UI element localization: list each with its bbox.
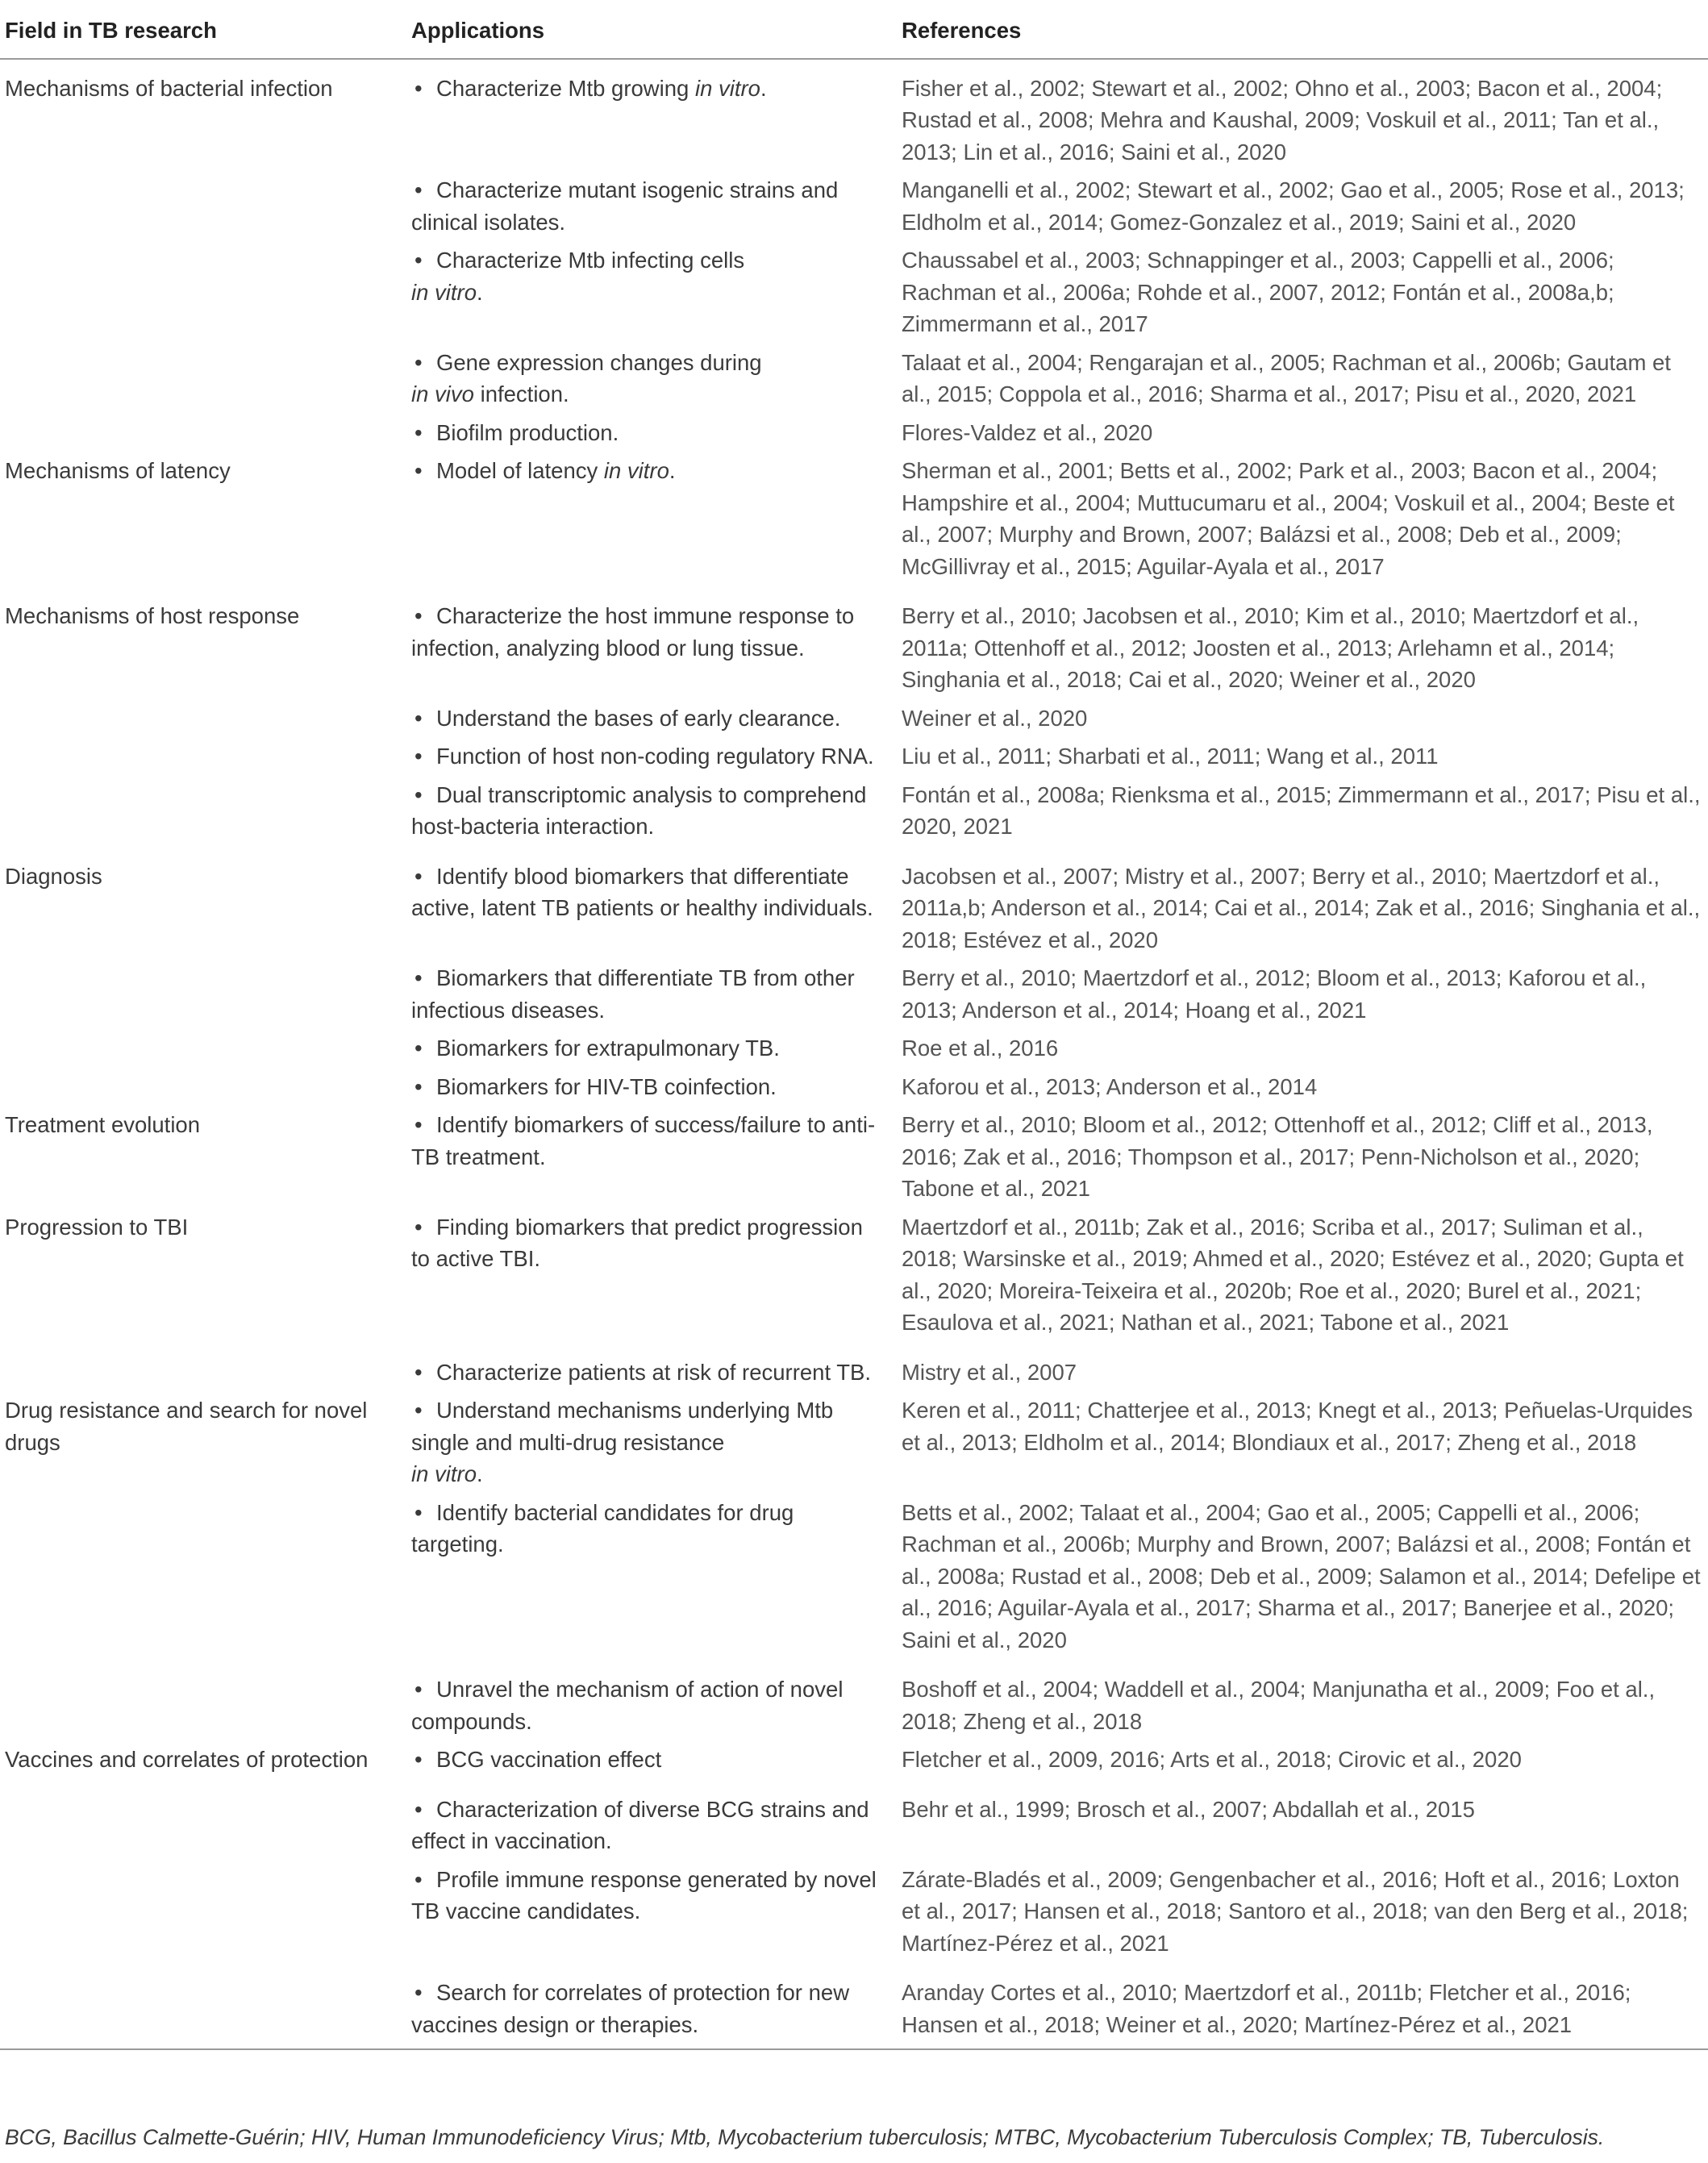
header-references: References bbox=[897, 13, 1708, 59]
references-cell: Weiner et al., 2020 bbox=[902, 705, 1088, 731]
field-cell bbox=[0, 411, 406, 449]
field-cell bbox=[0, 1065, 406, 1103]
application-cell bbox=[406, 1339, 897, 1389]
field-cell: Vaccines and correlates of protection bbox=[5, 1747, 369, 1772]
application-cell bbox=[406, 696, 897, 735]
field-cell bbox=[0, 1656, 406, 1737]
references-cell: Mistry et al., 2007 bbox=[902, 1359, 1077, 1385]
bullet-icon: • bbox=[415, 1747, 423, 1772]
references-cell: Behr et al., 1999; Brosch et al., 2007; Abdallah et al., 2015 bbox=[902, 1796, 1475, 1822]
bullet-icon: • bbox=[415, 458, 423, 483]
references-cell: Roe et al., 2016 bbox=[902, 1036, 1059, 1061]
application-cell bbox=[406, 1656, 897, 1737]
application-text: Search for correlates of protection for new vaccines design or therapies. bbox=[411, 1980, 850, 2037]
table-row bbox=[0, 734, 1708, 773]
application-cell bbox=[406, 168, 897, 238]
references-cell: Fisher et al., 2002; Stewart et al., 2002; Ohno et al., 2003; Bacon et al., 2004; Rustad et al., 2008; Mehra and Kaushal, 2009; Voskuil et al., 2011; Tan et al., 2013; Lin et al., 2016; Saini et al., 2020 bbox=[902, 75, 1663, 165]
bullet-icon: • bbox=[415, 1866, 423, 1892]
references-cell: Berry et al., 2010; Jacobsen et al., 2010; Kim et al., 2010; Maertzdorf et al., 2011a; Ottenhoff et al., 2012; Joosten et al., 2013; Arlehamn et al., 2014; Singhania et al., 2018; Cai et al., 2020; Weiner et al., 2020 bbox=[902, 603, 1639, 692]
references-cell: Chaussabel et al., 2003; Schnappinger et al., 2003; Cappelli et al., 2006; Rachman et al., 2006a; Rohde et al., 2007, 2012; Fontán et al., 2008a,b; Zimmermann et al., 2017 bbox=[902, 248, 1614, 336]
application-cell bbox=[406, 1026, 897, 1065]
field-cell bbox=[0, 1959, 406, 2049]
application-cell bbox=[406, 1776, 897, 1857]
application-text: Biomarkers that differentiate TB from other infectious diseases. bbox=[411, 965, 855, 1023]
bullet-icon: • bbox=[415, 1073, 423, 1099]
references-cell: Talaat et al., 2004; Rengarajan et al., 2005; Rachman et al., 2006b; Gautam et al., 2015; Coppola et al., 2016; Sharma et al., 2017; Pisu et al., 2020, 2021 bbox=[902, 349, 1671, 406]
application-text: Identify bacterial candidates for drug targeting. bbox=[411, 1499, 794, 1557]
table-row bbox=[0, 1026, 1708, 1065]
bullet-icon: • bbox=[415, 1398, 423, 1423]
table-row bbox=[0, 448, 1708, 582]
bullet-icon: • bbox=[415, 1112, 423, 1137]
table-row bbox=[0, 59, 1708, 169]
application-cell bbox=[406, 1490, 897, 1657]
application-cell bbox=[406, 59, 897, 169]
application-cell bbox=[406, 448, 897, 582]
application-cell bbox=[406, 1102, 897, 1205]
bullet-icon: • bbox=[415, 75, 423, 101]
bullet-icon: • bbox=[415, 744, 423, 769]
table-row bbox=[0, 843, 1708, 956]
application-text: Characterize the host immune response to infection, analyzing blood or lung tissue. bbox=[411, 603, 855, 661]
references-cell: Sherman et al., 2001; Betts et al., 2002; Park et al., 2003; Bacon et al., 2004; Hampshire et al., 2004; Muttucumaru et al., 2004; Voskuil et al., 2004; Beste et al., 2007; Murphy and Brown, 2007; Balázsi et al., 2008; Deb et al., 2009; McGillivray et al., 2015; Aguilar-Ayala et al., 2017 bbox=[902, 458, 1675, 579]
field-cell bbox=[0, 1026, 406, 1065]
application-cell bbox=[406, 1388, 897, 1490]
table-row bbox=[0, 411, 1708, 449]
bullet-icon: • bbox=[415, 863, 423, 889]
table-row bbox=[0, 773, 1708, 843]
references-cell: Zárate-Bladés et al., 2009; Gengenbacher et al., 2016; Hoft et al., 2016; Loxton et al., 2017; Hansen et al., 2018; Santoro et al., 2018; van den Berg et al., 2018; Martínez-Pérez et al., 2021 bbox=[902, 1866, 1689, 1956]
references-cell: Berry et al., 2010; Bloom et al., 2012; Ottenhoff et al., 2012; Cliff et al., 2013, 2016; Zak et al., 2016; Thompson et al., 2017; Penn-Nicholson et al., 2020; Tabone et al., 2021 bbox=[902, 1112, 1653, 1201]
field-cell bbox=[0, 1339, 406, 1389]
field-cell: Diagnosis bbox=[5, 863, 102, 889]
application-cell bbox=[406, 582, 897, 696]
header-applications: Applications bbox=[406, 13, 897, 59]
table-body bbox=[0, 59, 1708, 2050]
table-row bbox=[0, 340, 1708, 411]
application-text: Understand the bases of early clearance. bbox=[436, 705, 841, 731]
application-text: Biomarkers for extrapulmonary TB. bbox=[436, 1036, 780, 1061]
bullet-icon: • bbox=[415, 1980, 423, 2005]
field-cell: Mechanisms of latency bbox=[5, 458, 231, 483]
references-cell: Keren et al., 2011; Chatterjee et al., 2013; Knegt et al., 2013; Peñuelas-Urquides et al., 2013; Eldholm et al., 2014; Blondiaux et al., 2017; Zheng et al., 2018 bbox=[902, 1398, 1693, 1455]
references-cell: Kaforou et al., 2013; Anderson et al., 2014 bbox=[902, 1073, 1318, 1099]
references-cell: Fletcher et al., 2009, 2016; Arts et al., 2018; Cirovic et al., 2020 bbox=[902, 1747, 1522, 1772]
application-text: Characterize mutant isogenic strains and clinical isolates. bbox=[411, 177, 839, 235]
field-cell bbox=[0, 1490, 406, 1657]
application-text: Characterization of diverse BCG strains and effect in vaccination. bbox=[411, 1796, 869, 1853]
header-field: Field in TB research bbox=[0, 13, 406, 59]
application-cell bbox=[406, 1205, 897, 1339]
bullet-icon: • bbox=[415, 603, 423, 628]
bullet-icon: • bbox=[415, 1036, 423, 1061]
references-cell: Jacobsen et al., 2007; Mistry et al., 2007; Berry et al., 2010; Maertzdorf et al., 2011a,b; Anderson et al., 2014; Cai et al., 2014; Zak et al., 2016; Singhania et al., 2018; Estévez et al., 2020 bbox=[902, 863, 1701, 952]
table-row bbox=[0, 1857, 1708, 1960]
field-cell bbox=[0, 696, 406, 735]
table-row bbox=[0, 238, 1708, 340]
application-cell bbox=[406, 1065, 897, 1103]
table-row bbox=[0, 582, 1708, 696]
field-cell bbox=[0, 1776, 406, 1857]
references-cell: Manganelli et al., 2002; Stewart et al., 2002; Gao et al., 2005; Rose et al., 2013; Eldholm et al., 2014; Gomez-Gonzalez et al., 2019; Saini et al., 2020 bbox=[902, 177, 1685, 235]
application-cell bbox=[406, 843, 897, 956]
table-row bbox=[0, 1388, 1708, 1490]
table-footnote: BCG, Bacillus Calmette-Guérin; HIV, Human Immunodeficiency Virus; Mtb, Mycobacterium tuberculosis; MTBC, Mycobacterium Tuberculosis Complex; TB, Tuberculosis. bbox=[5, 2125, 1605, 2149]
field-cell bbox=[0, 340, 406, 411]
application-cell bbox=[406, 238, 897, 340]
field-cell bbox=[0, 1857, 406, 1960]
application-text: BCG vaccination effect bbox=[436, 1747, 662, 1772]
table-row bbox=[0, 1776, 1708, 1857]
application-text: Characterize Mtb infecting cells in vitro. bbox=[411, 248, 745, 305]
application-text: Biofilm production. bbox=[436, 419, 619, 445]
table-row bbox=[0, 1490, 1708, 1657]
references-cell: Aranday Cortes et al., 2010; Maertzdorf et al., 2011b; Fletcher et al., 2016; Hansen et al., 2018; Weiner et al., 2020; Martínez-Pérez et al., 2021 bbox=[897, 1959, 1708, 2049]
field-cell: Mechanisms of bacterial infection bbox=[5, 75, 333, 101]
table-row bbox=[0, 1339, 1708, 1389]
application-cell bbox=[406, 340, 897, 411]
application-text: Finding biomarkers that predict progression to active TBI. bbox=[411, 1214, 863, 1271]
field-cell: Mechanisms of host response bbox=[5, 603, 300, 628]
bullet-icon: • bbox=[415, 349, 423, 375]
references-cell: Berry et al., 2010; Maertzdorf et al., 2012; Bloom et al., 2013; Kaforou et al., 2013; Anderson et al., 2014; Hoang et al., 2021 bbox=[902, 965, 1647, 1023]
references-cell: Liu et al., 2011; Sharbati et al., 2011; Wang et al., 2011 bbox=[902, 744, 1439, 769]
table-row bbox=[0, 1959, 1708, 2049]
tb-research-table bbox=[0, 13, 1708, 2050]
table-row bbox=[0, 1737, 1708, 1776]
application-text: Profile immune response generated by novel TB vaccine candidates. bbox=[411, 1866, 877, 1923]
field-cell bbox=[0, 168, 406, 238]
table-row bbox=[0, 956, 1708, 1026]
bullet-icon: • bbox=[415, 705, 423, 731]
application-cell bbox=[406, 411, 897, 449]
table-row bbox=[0, 1205, 1708, 1339]
references-cell: Boshoff et al., 2004; Waddell et al., 2004; Manjunatha et al., 2009; Foo et al., 2018; Zheng et al., 2018 bbox=[902, 1677, 1656, 1734]
application-cell bbox=[406, 1959, 897, 2049]
application-text: Identify biomarkers of success/failure to anti-TB treatment. bbox=[411, 1112, 876, 1169]
application-text: Dual transcriptomic analysis to comprehend host-bacteria interaction. bbox=[411, 781, 867, 839]
bullet-icon: • bbox=[415, 419, 423, 445]
application-text: Identify blood biomarkers that differentiate active, latent TB patients or healthy individuals. bbox=[411, 863, 873, 920]
table-row bbox=[0, 168, 1708, 238]
references-cell: Fontán et al., 2008a; Rienksma et al., 2015; Zimmermann et al., 2017; Pisu et al., 2020, 2021 bbox=[902, 781, 1701, 839]
bullet-icon: • bbox=[415, 177, 423, 202]
field-cell bbox=[0, 734, 406, 773]
application-text: Gene expression changes during in vivo infection. bbox=[411, 349, 762, 406]
application-text: Understand mechanisms underlying Mtb single and multi-drug resistance in vitro. bbox=[411, 1398, 834, 1486]
field-cell bbox=[0, 773, 406, 843]
table-row bbox=[0, 1656, 1708, 1737]
application-text: Unravel the mechanism of action of novel compounds. bbox=[411, 1677, 844, 1734]
application-cell bbox=[406, 773, 897, 843]
field-cell bbox=[0, 238, 406, 340]
table-row bbox=[0, 1102, 1708, 1205]
application-text: Model of latency in vitro. bbox=[436, 458, 676, 483]
bullet-icon: • bbox=[415, 1499, 423, 1525]
table-row bbox=[0, 1065, 1708, 1103]
application-text: Biomarkers for HIV-TB coinfection. bbox=[436, 1073, 777, 1099]
field-cell: Treatment evolution bbox=[5, 1112, 201, 1137]
application-text: Characterize Mtb growing in vitro. bbox=[436, 75, 767, 101]
application-cell bbox=[406, 1857, 897, 1960]
application-cell bbox=[406, 734, 897, 773]
bullet-icon: • bbox=[415, 1796, 423, 1822]
bullet-icon: • bbox=[415, 965, 423, 990]
references-cell: Betts et al., 2002; Talaat et al., 2004; Gao et al., 2005; Cappelli et al., 2006; Rachman et al., 2006b; Murphy and Brown, 2007; Balázsi et al., 2008; Fontán et al., 2008a; Rustad et al., 2008; Deb et al., 2009; Salamon et al., 2014; Defelipe et al., 2016; Aguilar-Ayala et al., 2017; Sharma et al., 2017; Banerjee et al., 2020; Saini et al., 2020 bbox=[902, 1499, 1701, 1652]
bullet-icon: • bbox=[415, 1359, 423, 1385]
field-cell bbox=[0, 956, 406, 1026]
field-cell: Drug resistance and search for novel drugs bbox=[5, 1398, 368, 1455]
application-text: Characterize patients at risk of recurrent TB. bbox=[436, 1359, 872, 1385]
field-cell: Progression to TBI bbox=[5, 1214, 189, 1240]
table-header-row bbox=[0, 13, 1708, 59]
application-cell bbox=[406, 1737, 897, 1776]
references-cell: Maertzdorf et al., 2011b; Zak et al., 2016; Scriba et al., 2017; Suliman et al., 2018; Warsinske et al., 2019; Ahmed et al., 2020; Estévez et al., 2020; Gupta et al., 2020; Moreira-Teixeira et al., 2020b; Roe et al., 2020; Burel et al., 2021; Esaulova et al., 2021; Nathan et al., 2021; Tabone et al., 2021 bbox=[902, 1214, 1684, 1335]
bullet-icon: • bbox=[415, 1677, 423, 1702]
bullet-icon: • bbox=[415, 781, 423, 807]
table-row bbox=[0, 696, 1708, 735]
application-cell bbox=[406, 956, 897, 1026]
references-cell: Flores-Valdez et al., 2020 bbox=[902, 419, 1153, 445]
bullet-icon: • bbox=[415, 1214, 423, 1240]
application-text: Function of host non-coding regulatory RNA. bbox=[436, 744, 874, 769]
bullet-icon: • bbox=[415, 248, 423, 273]
